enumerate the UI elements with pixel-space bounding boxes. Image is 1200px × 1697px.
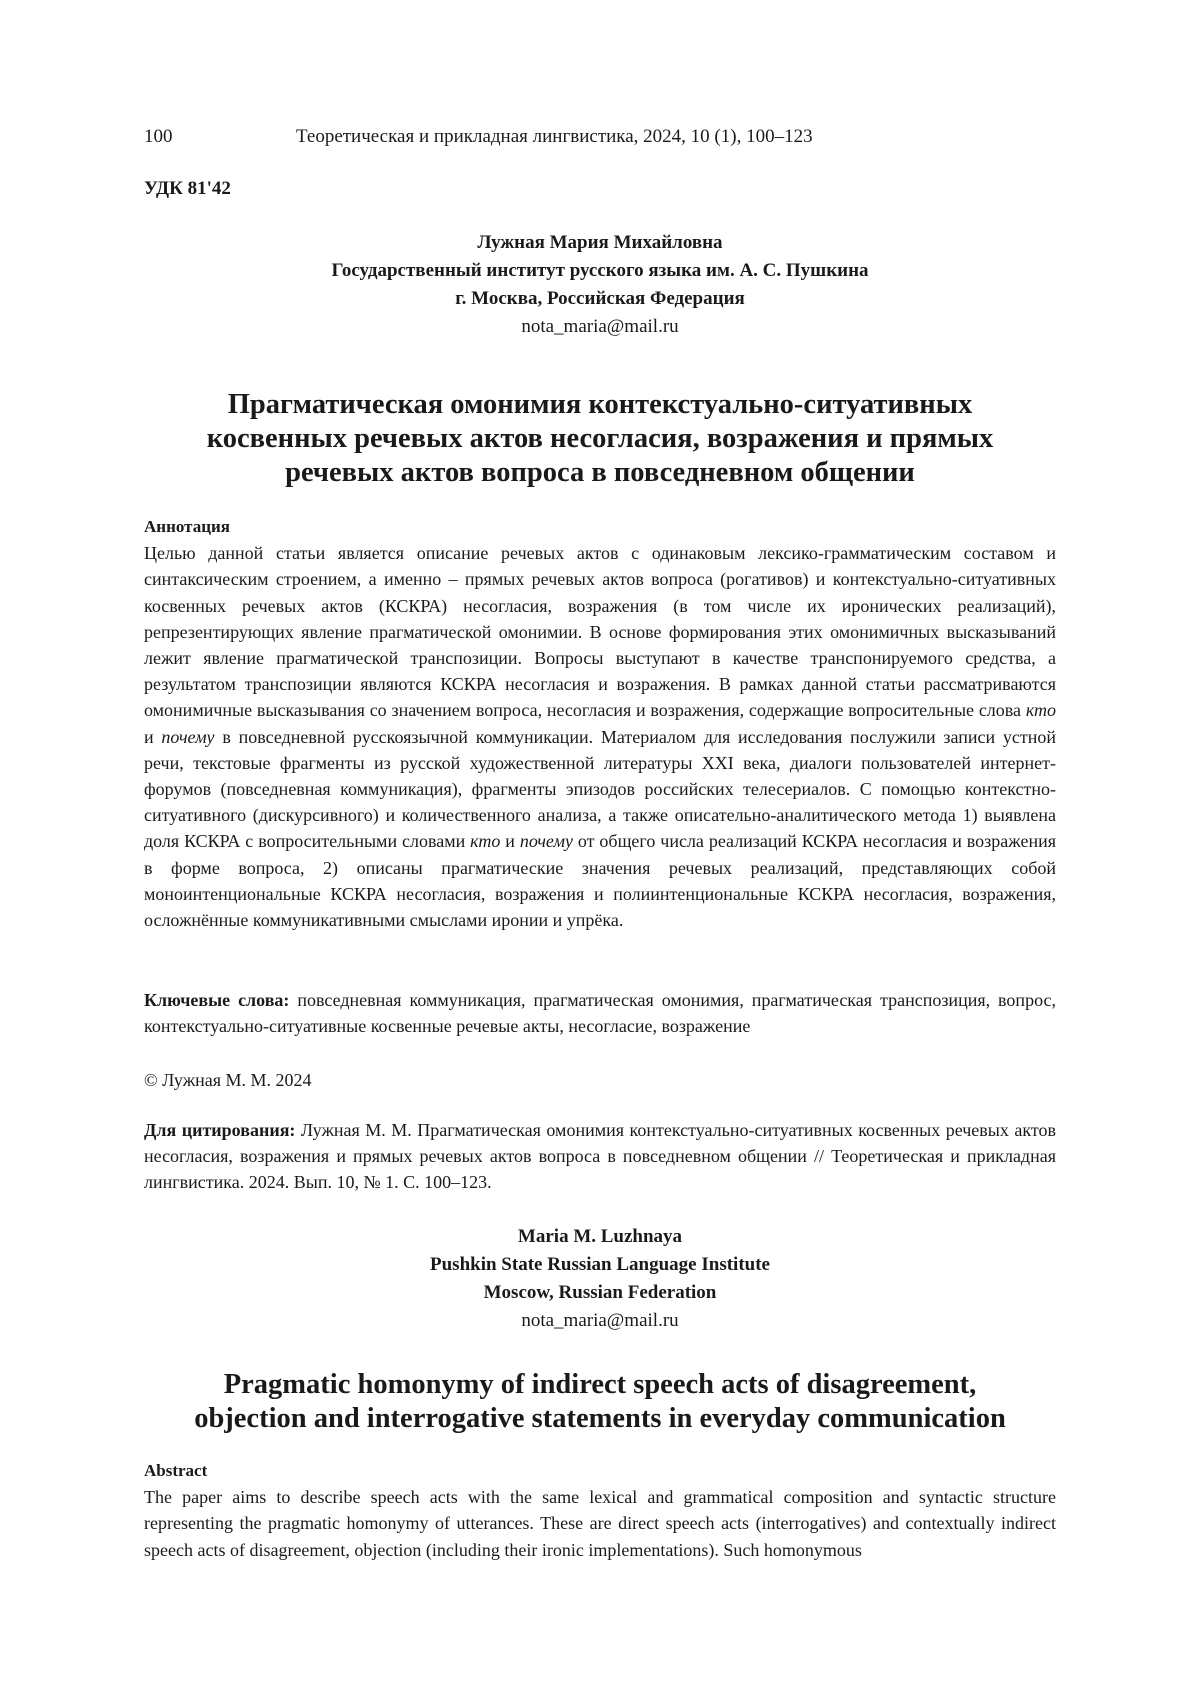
en-abstract [144, 1458, 1056, 1563]
ru-author-location: г. Москва, Российская Федерация [455, 288, 745, 309]
ru-abstract [144, 514, 1056, 933]
en-title-line: objection and interrogative statements in everyday communication [194, 1403, 1006, 1434]
udk-code: УДК 81'42 [144, 178, 231, 199]
keywords-text: повседневная коммуникация, прагматическая омонимия, прагматическая транспозиция, вопрос, контекстуально-ситуативные косвенные речевые акты, несогласие, возражение [144, 990, 1057, 1037]
journal-reference: Теоретическая и прикладная лингвистика, 2024, 10 (1), 100–123 [296, 126, 813, 147]
page-number: 100 [144, 126, 173, 147]
en-author-block [144, 1223, 1056, 1335]
ru-abstract-text: и [144, 726, 162, 747]
ru-title [144, 388, 1056, 490]
en-abstract-text: The paper aims to describe speech acts with the same lexical and grammatical composition and syntactic structure representing the pragmatic homonymy of utterances. These are direct speech acts (interrogatives) and contextually indirect speech acts of disagreement, objection (including their ironic implementations). Such homonymous [144, 1487, 1056, 1560]
ru-author-email: nota_maria@mail.ru [521, 316, 679, 337]
ru-abstract-heading: Аннотация [144, 517, 230, 536]
ru-abstract-text: Целью данной статьи является описание речевых актов с одинаковым лексико-грамматическим составом и синтаксическим строением, а именно – прямых речевых актов вопроса (рогативов) и контекстуально-ситуативных косвенных речевых актов (КСКРА) несогласия, возражения (в том числе их иронических реализаций), репрезентирующих явление прагматической омонимии. В основе формирования этих омонимичных высказываний лежит явление прагматической транспозиции. Вопросы выступают в качестве транспонируемого средства, а результатом транспозиции являются КСКРА несогласия и возражения. В рамках данной статьи рассматриваются омонимичные высказывания со значением вопроса, несогласия и возражения, содержащие вопросительные слова [144, 543, 1056, 721]
citation [144, 1117, 1056, 1196]
ru-abstract-italic-term: кто [1025, 700, 1056, 721]
citation-label: Для цитирования: [144, 1120, 296, 1140]
en-author-email: nota_maria@mail.ru [521, 1310, 679, 1331]
en-title-line: Pragmatic homonymy of indirect speech acts of disagreement, [223, 1369, 977, 1400]
en-title [144, 1368, 1056, 1436]
ru-abstract-italic-term: почему [519, 831, 573, 852]
ru-abstract-italic-term: почему [161, 726, 215, 747]
en-author-location: Moscow, Russian Federation [483, 1282, 717, 1303]
ru-author-block [144, 229, 1056, 341]
ru-author-name: Лужная Мария Михайловна [477, 232, 723, 253]
ru-abstract-text: и [500, 831, 520, 852]
copyright: © Лужная М. М. 2024 [144, 1070, 312, 1090]
ru-author-institute: Государственный институт русского языка им. А. С. Пушкина [331, 260, 869, 281]
ru-abstract-italic-term: кто [470, 831, 501, 852]
en-author-institute: Pushkin State Russian Language Institute [430, 1254, 770, 1275]
citation-text: Лужная М. М. Прагматическая омонимия контекстуально-ситуативных косвенных речевых актов несогласия, возражения и прямых речевых актов вопроса в повседневном общении // Теоретическая и прикладная лингвистика. 2024. Вып. 10, № 1. С. 100–123. [144, 1120, 1057, 1193]
ru-keywords [144, 987, 1056, 1039]
keywords-label: Ключевые слова: [144, 990, 290, 1010]
ru-title-line: речевых актов вопроса в повседневном общении [285, 457, 915, 488]
ru-abstract-text: в повседневной русскоязычной коммуникации. Материалом для исследования послужили записи устной речи, текстовые фрагменты из русской художественной литературы XXI века, диалоги пользователей интернет-форумов (повседневная коммуникация), фрагменты эпизодов российских телесериалов. С помощью контекстно-ситуативного (дискурсивного) и количественного анализа, а также описательно-аналитического метода 1) выявлена доля КСКРА с вопросительными словами [144, 726, 1056, 852]
en-abstract-heading: Abstract [144, 1461, 208, 1480]
ru-abstract-text: от общего числа реализаций КСКРА несогласия и возражения в форме вопроса, 2) описаны прагматические значения речевых реализаций, представляющих собой моноинтенциональные КСКРА несогласия, возражения и полиинтенциональные КСКРА несогласия, возражения, осложнённые коммуникативными смыслами иронии и упрёка. [144, 831, 1056, 931]
en-author-name: Maria M. Luzhnaya [517, 1226, 683, 1247]
ru-title-line: косвенных речевых актов несогласия, возражения и прямых [206, 423, 994, 454]
ru-title-line: Прагматическая омонимия контекстуально-ситуативных [227, 389, 973, 420]
